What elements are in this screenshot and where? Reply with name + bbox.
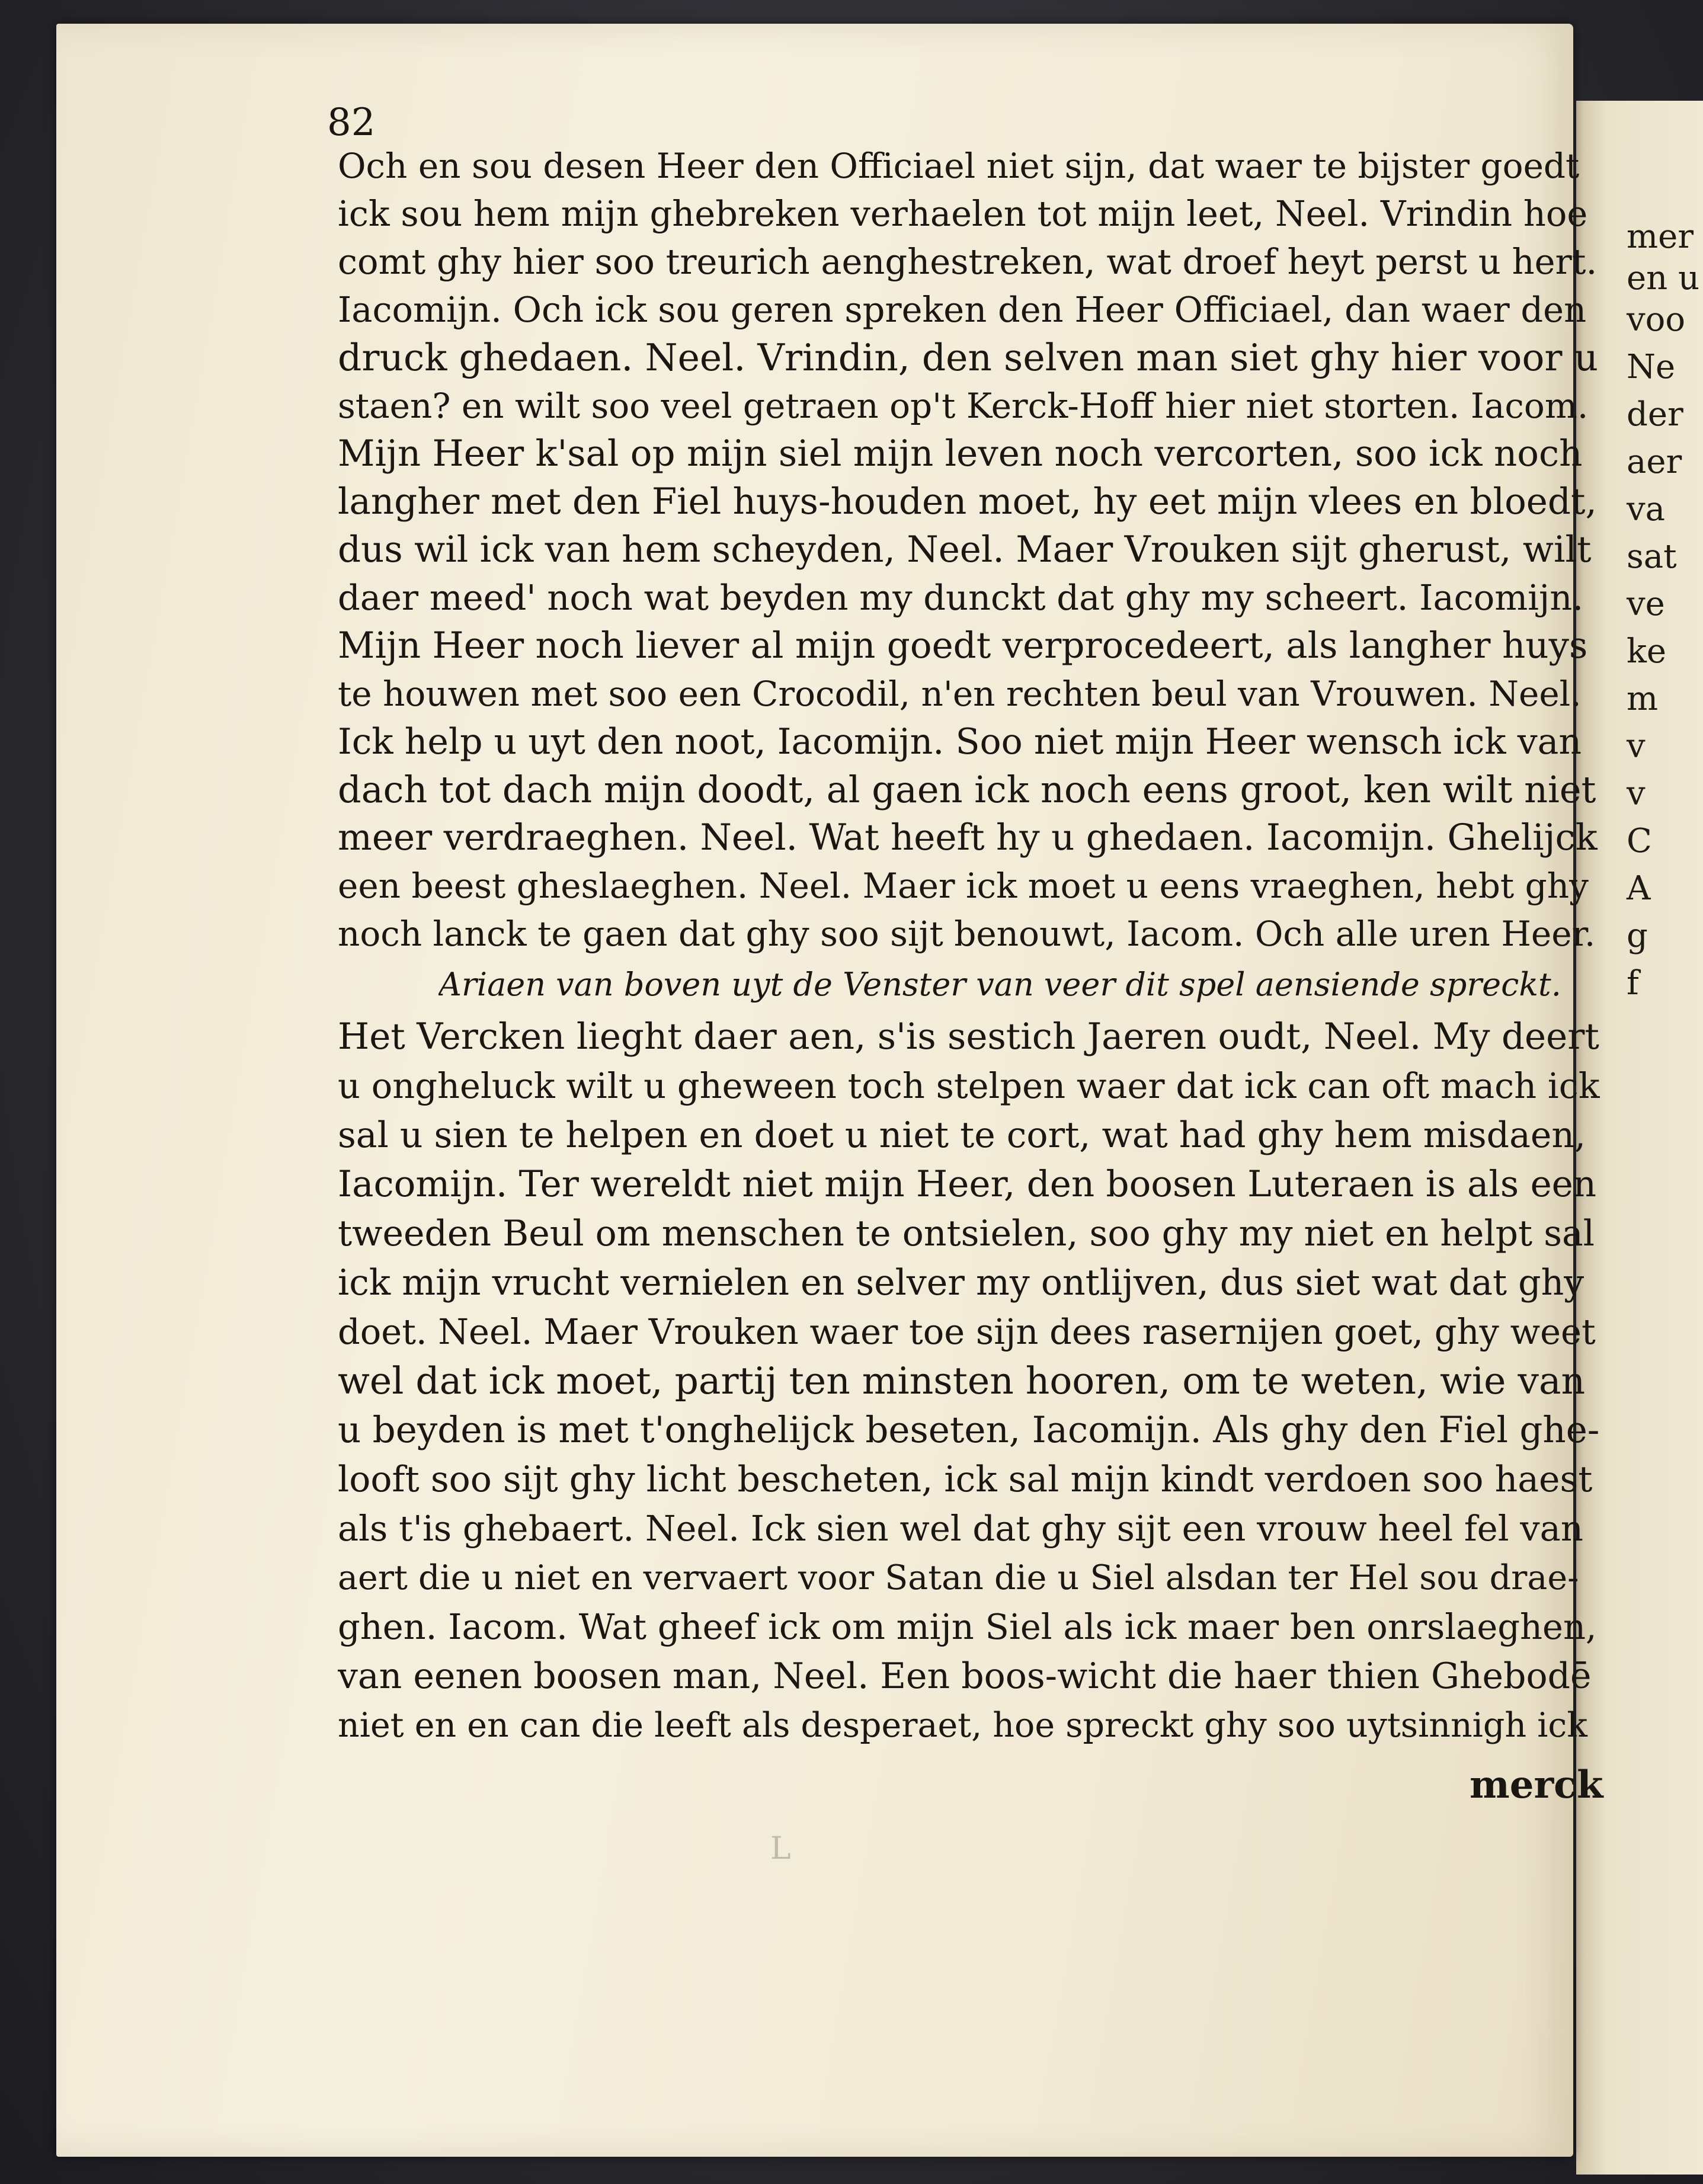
text-line: u ongheluck wilt u gheween toch stelpen waer dat ick can oft mach ick [338,1065,1600,1106]
facing-page-fragment: va [1627,490,1666,529]
text-line: niet en en can die leeft als desperaet, hoe spreckt ghy soo uytsinnigh ick [338,1706,1587,1745]
text-line: Het Vercken lieght daer aen, s'is sestich Jaeren oudt, Neel. My deert [338,1016,1599,1058]
text-line: Iacomijn. Och ick sou geren spreken den Heer Officiael, dan waer den [338,289,1587,330]
facing-page-fragment: en u [1627,259,1700,297]
text-line: een beest gheslaeghen. Neel. Maer ick moet u eens vraeghen, hebt ghy [338,866,1589,906]
text-line: wel dat ick moet, partij ten minsten hooren, om te weten, wie van [338,1359,1586,1402]
text-line: Iacomijn. Ter wereldt niet mijn Heer, den boosen Luteraen is als een [338,1163,1597,1205]
text-line: sal u sien te helpen en doet u niet te cort, wat had ghy hem misdaen, [338,1115,1586,1156]
text-line: noch lanck te gaen dat ghy soo sijt benouwt, Iacom. Och alle uren Heer. [338,914,1596,954]
page-number: 82 [327,101,376,145]
signature-mark: L [770,1831,791,1866]
facing-page-fragment: der [1627,395,1683,434]
text-line: looft soo sijt ghy licht bescheten, ick sal mijn kindt verdoen soo haest [338,1459,1593,1500]
facing-page-fragment: C [1627,822,1652,860]
text-line: Och en sou desen Heer den Officiael niet sijn, dat waer te bijster goedt [338,146,1580,186]
stage-direction: Ariaen van boven uyt de Venster van veer dit spel aensiende spreckt. [438,966,1561,1003]
text-line: dus wil ick van hem scheyden, Neel. Maer Vrouken sijt gherust, wilt [338,529,1592,571]
text-line: ick sou hem mijn ghebreken verhaelen tot mijn leet, Neel. Vrindin hoe [338,193,1588,234]
text-line: comt ghy hier soo treurich aenghestreken, wat droef heyt perst u hert. [338,241,1598,282]
text-line: dach tot dach mijn doodt, al gaen ick noch eens groot, ken wilt niet [338,768,1596,811]
facing-page-fragment: voo [1627,300,1686,339]
text-line: van eenen boosen man, Neel. Een boos-wicht die haer thien Ghebodē [338,1655,1592,1697]
text-line: aert die u niet en vervaert voor Satan die u Siel alsdan ter Hel sou drae- [338,1558,1579,1597]
facing-page-fragment: v [1627,774,1646,813]
text-line: staen? en wilt soo veel getraen op't Kerck-Hoff hier niet storten. Iacom. [338,386,1589,426]
facing-page-fragment: A [1627,869,1651,908]
text-line: druck ghedaen. Neel. Vrindin, den selven man siet ghy hier voor u [338,336,1599,379]
facing-page-fragment: v [1627,727,1646,766]
text-line: ick mijn vrucht vernielen en selver my ontlijven, dus siet wat dat ghy [338,1262,1584,1304]
text-line: meer verdraeghen. Neel. Wat heeft hy u ghedaen. Iacomijn. Ghelijck [338,816,1598,859]
facing-page-fragment: Ne [1627,348,1676,386]
text-line: langher met den Fiel huys-houden moet, hy eet mijn vlees en bloedt, [338,481,1597,523]
text-line: u beyden is met t'onghelijck beseten, Iacomijn. Als ghy den Fiel ghe- [338,1409,1600,1451]
facing-page-fragment: aer [1627,443,1682,481]
facing-page-fragment: sat [1627,537,1677,576]
text-line: Mijn Heer k'sal op mijn siel mijn leven noch vercorten, soo ick noch [338,433,1583,475]
facing-page-fragment: f [1627,964,1639,1003]
facing-page-fragment: g [1627,917,1648,955]
text-line: doet. Neel. Maer Vrouken waer toe sijn dees rasernijen goet, ghy weet [338,1311,1596,1352]
text-line: ghen. Iacom. Wat gheef ick om mijn Siel als ick maer ben onrslaeghen, [338,1606,1597,1647]
facing-page-fragment: m [1627,680,1659,718]
text-line: tweeden Beul om menschen te ontsielen, soo ghy my niet en helpt sal [338,1213,1595,1254]
text-line: als t'is ghebaert. Neel. Ick sien wel dat ghy sijt een vrouw heel fel van [338,1508,1583,1549]
text-line: te houwen met soo een Crocodil, n'en rechten beul van Vrouwen. Neel. [338,674,1582,714]
catchword: merck [1470,1763,1603,1807]
facing-page-fragment: ke [1627,632,1667,671]
text-line: daer meed' noch wat beyden my dunckt dat ghy my scheert. Iacomijn. [338,577,1584,618]
text-line: Ick help u uyt den noot, Iacomijn. Soo niet mijn Heer wensch ick van [338,721,1582,763]
facing-page-fragment: mer [1627,217,1694,256]
facing-page-fragment: ve [1627,585,1665,623]
text-line: Mijn Heer noch liever al mijn goedt verprocedeert, als langher huys [338,625,1588,667]
